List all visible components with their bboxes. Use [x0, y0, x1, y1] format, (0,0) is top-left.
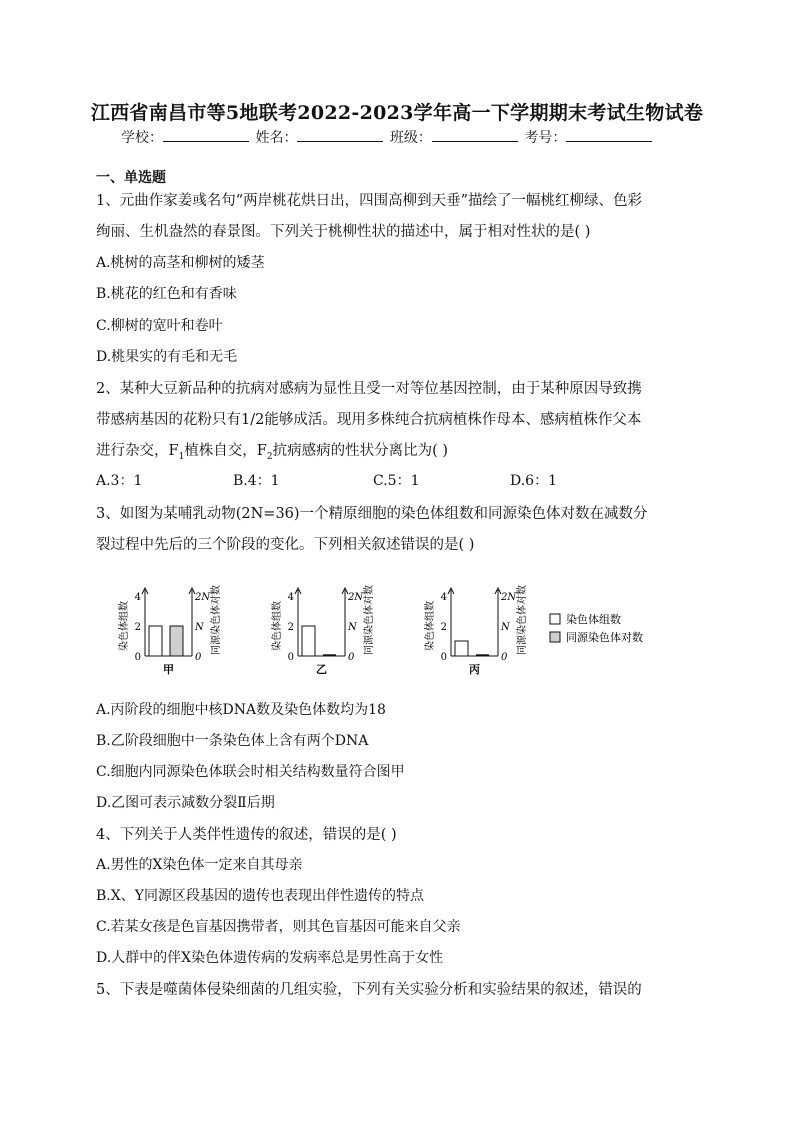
- right-tick-label: N: [195, 622, 204, 633]
- class-blank[interactable]: [432, 127, 518, 142]
- q2-option-b: B.4：1: [233, 473, 280, 489]
- q1-stem-line2: 绚丽、生机盎然的春景图。下列关于桃柳性状的描述中，属于相对性状的是( ): [96, 224, 591, 240]
- right-tick-label: 0: [195, 652, 202, 663]
- legend-label-pairs: 同源染色体对数: [566, 631, 643, 644]
- bar-chromosome-sets: [455, 641, 468, 656]
- q2-options: [96, 470, 696, 490]
- student-info: [121, 127, 654, 147]
- q1-option-d: D.桃果实的有毛和无毛: [96, 349, 238, 365]
- right-tick-label: 2N: [348, 592, 364, 603]
- category-label: 甲: [163, 663, 174, 676]
- right-tick-label: 0: [501, 652, 508, 663]
- legend-swatch-pairs: [550, 632, 560, 642]
- left-axis-title: 染色体组数: [272, 601, 283, 651]
- q2-line3-part2: 植株自交，F: [184, 443, 267, 459]
- right-axis-title: 同源染色体对数: [364, 585, 375, 655]
- q3-stem-line1: 3、如图为某哺乳动物(2N=36)一个精原细胞的染色体组数和同源染色体对数在减数分: [96, 506, 648, 522]
- left-tick-label: 4: [134, 592, 141, 603]
- bar-homologous-pairs: [170, 626, 183, 656]
- left-axis-title: 染色体组数: [425, 601, 436, 651]
- q1-option-a: A.桃树的高茎和柳树的矮茎: [96, 255, 265, 271]
- q1-option-b: B.桃花的红色和有香味: [96, 286, 237, 302]
- left-tick-label: 0: [287, 652, 294, 663]
- section-heading: 一、单选题: [96, 170, 166, 186]
- q1-option-c: C.柳树的宽叶和卷叶: [96, 318, 223, 334]
- q4-option-b: B.X、Y同源区段基因的遗传也表现出伴性遗传的特点: [96, 888, 424, 904]
- q2-option-d: D.6：1: [510, 473, 557, 489]
- class-label: 班级：: [389, 130, 432, 146]
- bar-chromosome-sets: [302, 626, 315, 656]
- q4-option-c: C.若某女孩是色盲基因携带者，则其色盲基因可能来自父亲: [96, 919, 461, 935]
- name-label: 姓名：: [255, 130, 298, 146]
- left-tick-label: 2: [287, 622, 294, 633]
- bar-chromosome-sets: [149, 626, 162, 656]
- chromosome-figure: [110, 566, 670, 680]
- q1-stem-line1: 1、元曲作家姜彧名句“两岸桃花烘日出，四围高柳到天垂”描绘了一幅桃红柳绿、色彩: [96, 193, 643, 209]
- category-label: 丙: [469, 663, 480, 676]
- school-label: 学校：: [121, 130, 163, 146]
- q2-option-c: C.5：1: [373, 473, 420, 489]
- q2-option-a: A.3：1: [96, 473, 143, 489]
- left-tick-label: 0: [440, 652, 447, 663]
- right-tick-label: 0: [348, 652, 355, 663]
- q4-stem: 4、下列关于人类伴性遗传的叙述，错误的是( ): [96, 827, 397, 843]
- q2-line3-part1: 进行杂交，F: [96, 443, 179, 459]
- left-tick-label: 4: [287, 592, 294, 603]
- legend-swatch-sets: [550, 614, 560, 624]
- right-axis-title: 同源染色体对数: [517, 585, 528, 655]
- q3-option-d: D.乙图可表示减数分裂Ⅱ后期: [96, 795, 275, 811]
- right-tick-label: 2N: [501, 592, 517, 603]
- right-tick-label: N: [501, 622, 510, 633]
- q5-stem-line1: 5、下表是噬菌体侵染细菌的几组实验，下列有关实验分析和实验结果的叙述，错误的: [96, 982, 642, 998]
- q2-line3-part3: 抗病感病的性状分离比为( ): [272, 443, 449, 459]
- name-blank[interactable]: [297, 127, 383, 142]
- q4-option-d: D.人群中的伴X染色体遗传病的发病率总是男性高于女性: [96, 950, 444, 966]
- q3-option-b: B.乙阶段细胞中一条染色体上含有两个DNA: [96, 733, 369, 749]
- left-tick-label: 2: [134, 622, 141, 633]
- q3-option-c: C.细胞内同源染色体联会时相关结构数量符合图甲: [96, 764, 405, 780]
- category-label: 乙: [316, 663, 327, 676]
- number-label: 考号：: [524, 130, 567, 146]
- right-tick-label: 2N: [195, 592, 211, 603]
- q3-option-a: A.丙阶段的细胞中核DNA数及染色体数均为18: [96, 702, 386, 718]
- q2-stem-line1: 2、某种大豆新品种的抗病对感病为显性且受一对等位基因控制，由于某种原因导致携: [96, 381, 642, 397]
- number-blank[interactable]: [566, 127, 652, 142]
- right-tick-label: N: [348, 622, 357, 633]
- q4-option-a: A.男性的X染色体一定来自其母亲: [96, 857, 303, 873]
- right-axis-title: 同源染色体对数: [211, 585, 222, 655]
- left-tick-label: 4: [440, 592, 447, 603]
- q2-sub2: 2: [266, 451, 273, 462]
- q3-stem-line2: 裂过程中先后的三个阶段的变化。下列相关叙述错误的是( ): [96, 537, 475, 553]
- left-tick-label: 0: [134, 652, 141, 663]
- school-blank[interactable]: [163, 127, 249, 142]
- left-axis-title: 染色体组数: [119, 601, 130, 651]
- legend-label-sets: 染色体组数: [566, 613, 621, 626]
- q2-sub1: 1: [178, 451, 185, 462]
- page-title: 江西省南昌市等5地联考2022-2023学年高一下学期期末考试生物试卷: [90, 102, 704, 124]
- q2-stem-line3: [96, 439, 448, 462]
- q2-stem-line2: 带感病基因的花粉只有1/2能够成活。现用多株纯合抗病植株作母本、感病植株作父本: [96, 412, 642, 428]
- left-tick-label: 2: [440, 622, 447, 633]
